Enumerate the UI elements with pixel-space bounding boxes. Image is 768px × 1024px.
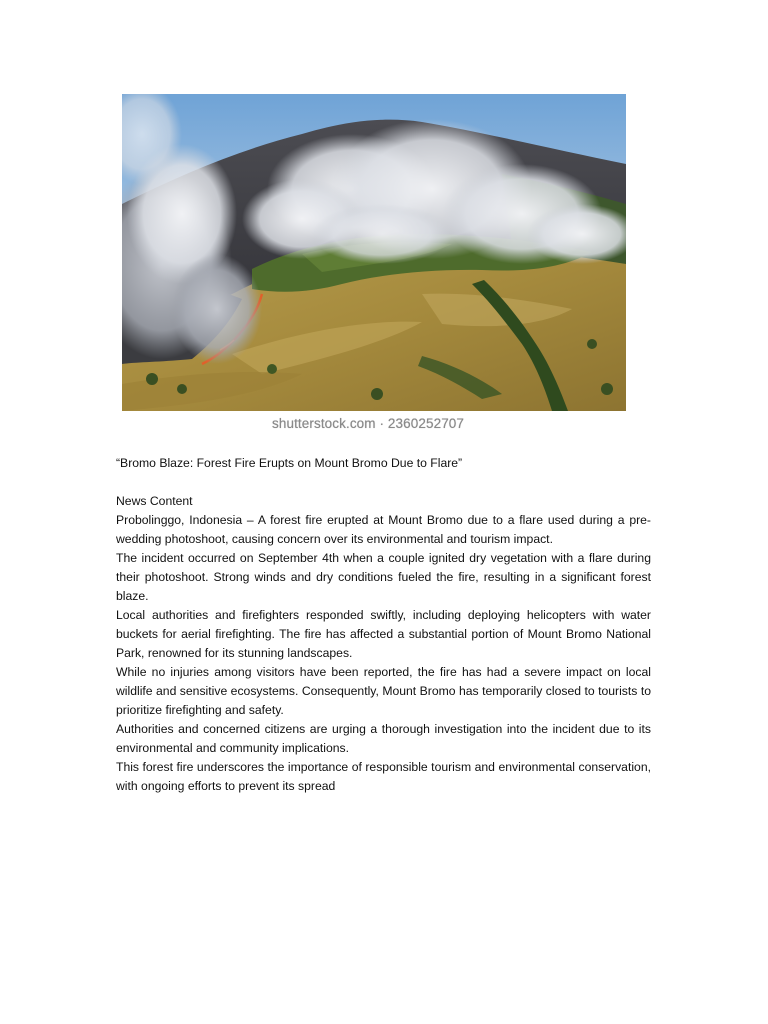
article-headline: “Bromo Blaze: Forest Fire Erupts on Mount Bromo Due to Flare” (116, 456, 463, 470)
news-photo (122, 94, 626, 411)
article-paragraph: This forest fire underscores the importance of responsible tourism and environmental conservation, with ongoing efforts to prevent its spread (116, 760, 651, 793)
article-paragraph: Local authorities and firefighters responded swiftly, including deploying helicopters with water buckets for aerial firefighting. The fire has affected a substantial portion of Mount Bromo National Park, renowned for its stunning landscapes. (116, 608, 651, 660)
section-label: News Content (116, 494, 193, 508)
article-paragraph: The incident occurred on September 4th when a couple ignited dry vegetation with a flare during their photoshoot. Strong winds and dry conditions fueled the fire, resulting in a significant forest blaze. (116, 551, 651, 603)
article-body (116, 454, 651, 796)
photo-watermark: shutterstock.com · 2360252707 (272, 416, 465, 431)
article-paragraph: Probolinggo, Indonesia – A forest fire erupted at Mount Bromo due to a flare used during a pre-wedding photoshoot, causing concern over its environmental and tourism impact. (116, 513, 651, 546)
mountain-forest-fire-photo (122, 94, 626, 411)
article-paragraph: Authorities and concerned citizens are urging a thorough investigation into the incident due to its environmental and community implications. (116, 722, 651, 755)
article-paragraph: While no injuries among visitors have been reported, the fire has had a severe impact on local wildlife and sensitive ecosystems. Consequently, Mount Bromo has temporarily closed to tourists to prioritize firefighting and safety. (116, 665, 651, 717)
spacer (116, 473, 651, 492)
